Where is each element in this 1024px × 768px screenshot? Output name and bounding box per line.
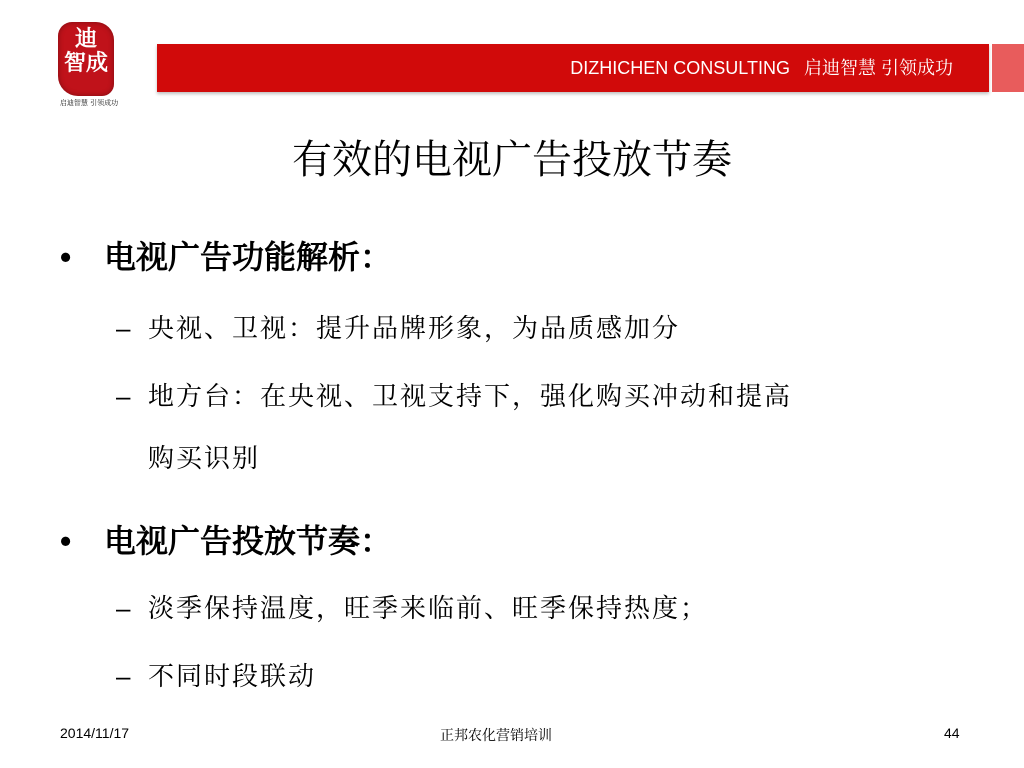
logo-seal-line-1: 迪 xyxy=(74,27,97,52)
footer-center-text: 正邦农化营销培训 xyxy=(440,727,552,743)
list-item-continuation: 购买识别 xyxy=(148,444,261,474)
section-heading-function xyxy=(60,232,392,278)
dash-icon: – xyxy=(116,381,133,411)
banner-text xyxy=(570,44,953,92)
bullet-icon: • xyxy=(60,239,72,275)
banner-slogan: 启迪智慧 引领成功 xyxy=(803,58,953,78)
logo-seal xyxy=(58,22,114,96)
list-item xyxy=(116,376,792,413)
banner-cap xyxy=(992,44,1024,92)
list-item xyxy=(116,588,708,625)
dash-icon: – xyxy=(116,661,133,691)
logo-seal-line-2: 智成 xyxy=(63,51,108,76)
section-heading-text: 电视广告投放节奏： xyxy=(104,522,393,560)
section-heading-rhythm xyxy=(60,516,392,562)
slide-title: 有效的电视广告投放节奏 xyxy=(292,138,732,182)
dash-icon: – xyxy=(116,593,133,623)
header-banner xyxy=(157,44,989,92)
list-item-text: 央视、卫视：提升品牌形象，为品质感加分 xyxy=(148,314,681,344)
footer-page-number: 44 xyxy=(944,725,960,741)
logo xyxy=(44,22,134,112)
list-item-text: 淡季保持温度，旺季来临前、旺季保持热度； xyxy=(148,594,709,624)
logo-tagline: 启迪智慧 引领成功 xyxy=(59,99,119,107)
list-item-text: 地方台：在央视、卫视支持下，强化购买冲动和提高 xyxy=(148,382,793,412)
list-item-text: 不同时段联动 xyxy=(148,662,317,692)
dash-icon: – xyxy=(116,313,133,343)
list-item xyxy=(116,656,316,693)
footer-date: 2014/11/17 xyxy=(60,725,130,741)
bullet-icon: • xyxy=(60,523,72,559)
list-item xyxy=(116,308,680,345)
banner-company-name: DIZHICHEN CONSULTING xyxy=(570,58,790,78)
section-heading-text: 电视广告功能解析： xyxy=(104,238,393,276)
